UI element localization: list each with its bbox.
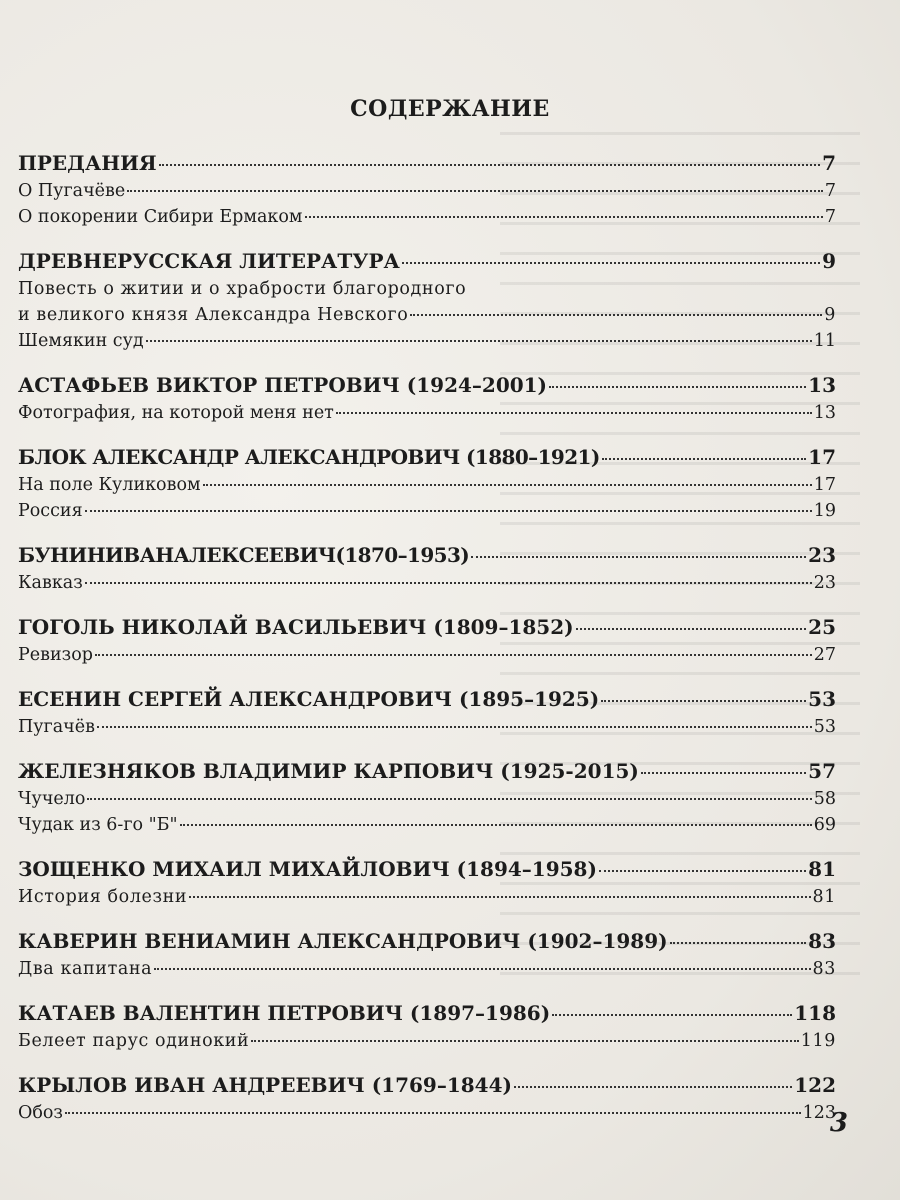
toc-item[interactable] (18, 884, 836, 910)
leader-dots (87, 797, 811, 800)
toc-heading-page: 17 (808, 445, 836, 469)
toc-item[interactable] (18, 1100, 836, 1126)
toc-heading-title: КРЫЛОВ ИВАН АНДРЕЕВИЧ (1769–1844) (18, 1073, 512, 1097)
toc-heading-title: ЕСЕНИН СЕРГЕЙ АЛЕКСАНДРОВИЧ (1895–1925) (18, 687, 600, 711)
leader-dots (305, 215, 823, 218)
toc-item-title: Фотография, на которой меня нет (18, 403, 334, 423)
toc-heading-title: ГОГОЛЬ НИКОЛАЙ ВАСИЛЬЕВИЧ (1809–1852) (18, 615, 574, 639)
toc-item-title: Ревизор (18, 645, 93, 665)
toc-section (18, 684, 836, 740)
leader-dots (602, 457, 806, 460)
toc-heading[interactable] (18, 684, 836, 714)
leader-dots (159, 163, 820, 166)
toc-item[interactable] (18, 472, 836, 498)
toc-heading-title: ПРЕДАНИЯ (18, 151, 157, 175)
toc-item-page: 13 (813, 403, 836, 423)
toc-heading[interactable] (18, 540, 836, 570)
toc-item-page: 81 (812, 887, 836, 907)
toc-heading-page: 23 (808, 543, 836, 567)
toc-heading[interactable] (18, 246, 836, 276)
leader-dots (203, 483, 812, 486)
toc-heading[interactable] (18, 756, 836, 786)
toc-item-title: История болезни (18, 887, 188, 907)
leader-dots (180, 823, 812, 826)
toc-heading-page: 7 (822, 151, 836, 175)
leader-dots (601, 699, 806, 702)
toc-section (18, 756, 836, 838)
toc-section (18, 370, 836, 426)
toc-item-title: Белеет парус одинокий (18, 1031, 250, 1051)
toc-heading-title: БЛОК АЛЕКСАНДР АЛЕКСАНДРОВИЧ (1880–1921) (18, 445, 600, 469)
leader-dots (97, 725, 812, 728)
toc-item[interactable] (18, 498, 836, 524)
toc-item[interactable] (18, 570, 836, 596)
toc-heading[interactable] (18, 370, 836, 400)
toc-item-title: Пугачёв (18, 717, 95, 737)
leader-dots (410, 313, 822, 316)
leader-dots (599, 869, 806, 872)
toc-item-title: Кавказ (18, 573, 83, 593)
toc-item-title: Чудак из 6-го "Б" (18, 815, 178, 835)
leader-dots (85, 509, 812, 512)
leader-dots (65, 1111, 801, 1114)
leader-dots (189, 895, 810, 898)
leader-dots (514, 1085, 792, 1088)
leader-dots (670, 941, 807, 944)
toc-item-title: На поле Куликовом (18, 475, 201, 495)
toc-item-page: 58 (813, 789, 836, 809)
toc-item[interactable] (18, 812, 836, 838)
toc-item-page: 83 (812, 959, 836, 979)
page-number: 3 (829, 1108, 848, 1138)
toc-item-page: 7 (824, 207, 836, 227)
toc-heading-page: 57 (808, 759, 836, 783)
toc-heading[interactable] (18, 442, 836, 472)
toc-item-page: 7 (824, 181, 836, 201)
leader-dots (402, 261, 820, 264)
toc-item[interactable] (18, 204, 836, 230)
toc-section (18, 998, 836, 1054)
toc-item-page: 69 (813, 815, 836, 835)
toc-item-page: 9 (824, 305, 836, 325)
toc-heading-page: 81 (808, 857, 836, 881)
toc-heading-page: 118 (794, 1001, 836, 1025)
toc-heading-page: 122 (794, 1073, 836, 1097)
toc-item[interactable] (18, 400, 836, 426)
toc-item-title: О Пугачёве (18, 181, 126, 201)
toc-item[interactable] (18, 178, 836, 204)
toc-item-page: 53 (813, 717, 836, 737)
toc-heading-title: КАТАЕВ ВАЛЕНТИН ПЕТРОВИЧ (1897–1986) (18, 1001, 551, 1025)
toc-item-page: 123 (802, 1103, 836, 1123)
toc-heading-title: ЖЕЛЕЗНЯКОВ ВЛАДИМИР КАРПОВИЧ (1925-2015) (18, 759, 639, 783)
leader-dots (641, 771, 806, 774)
toc-item-page: 23 (813, 573, 836, 593)
leader-dots (146, 339, 812, 342)
toc-item[interactable] (18, 956, 836, 982)
toc-heading-title: ЗОЩЕНКО МИХАИЛ МИХАЙЛОВИЧ (1894–1958) (18, 857, 597, 881)
toc-item-page: 119 (800, 1031, 836, 1051)
leader-dots (154, 967, 810, 970)
toc-item-title: Два капитана (18, 959, 153, 979)
toc-item-title: Обоз (18, 1103, 63, 1123)
toc-heading[interactable] (18, 148, 836, 178)
toc-section (18, 246, 836, 354)
toc-item-page: 17 (813, 475, 836, 495)
toc-heading-title: КАВЕРИН ВЕНИАМИН АЛЕКСАНДРОВИЧ (1902–1989) (18, 929, 668, 953)
toc-item[interactable] (18, 328, 836, 354)
leader-dots (576, 627, 807, 630)
leader-dots (552, 1013, 792, 1016)
toc-heading[interactable] (18, 998, 836, 1028)
toc-section (18, 442, 836, 524)
toc-section (18, 854, 836, 910)
leader-dots (95, 653, 812, 656)
toc-item-page: 27 (813, 645, 836, 665)
toc-item[interactable] (18, 1028, 836, 1054)
toc-item[interactable] (18, 302, 836, 328)
toc-heading-page: 13 (808, 373, 836, 397)
toc-section (18, 612, 836, 668)
toc-section (18, 1070, 836, 1126)
toc-heading-page: 83 (808, 929, 836, 953)
toc-section (18, 926, 836, 982)
toc-heading[interactable] (18, 1070, 836, 1100)
toc-item[interactable] (18, 642, 836, 668)
toc-item-title: и великого князя Александра Невского (18, 305, 409, 325)
toc-item-title: Чучело (18, 789, 86, 809)
toc-heading-page: 53 (808, 687, 836, 711)
toc-heading[interactable] (18, 854, 836, 884)
toc-heading[interactable] (18, 926, 836, 956)
toc-heading-page: 25 (808, 615, 836, 639)
toc-item-page: 19 (813, 501, 836, 521)
page-title: СОДЕРЖАНИЕ (350, 96, 550, 122)
toc-section (18, 540, 836, 596)
leader-dots (85, 581, 812, 584)
toc-heading-title: АСТАФЬЕВ ВИКТОР ПЕТРОВИЧ (1924–2001) (18, 373, 548, 397)
toc-item[interactable] (18, 786, 836, 812)
toc-heading-title: БУНИНИВАНАЛЕКСЕЕВИЧ(1870–1953) (18, 543, 470, 567)
leader-dots (127, 189, 823, 192)
toc-heading-title: ДРЕВНЕРУССКАЯ ЛИТЕРАТУРА (18, 249, 400, 273)
leader-dots (471, 555, 806, 558)
toc-heading-page: 9 (822, 249, 836, 273)
toc-item-title: Россия (18, 501, 83, 521)
toc-item[interactable] (18, 714, 836, 740)
toc-item-page: 11 (813, 331, 836, 351)
toc-item-title: О покорении Сибири Ермаком (18, 207, 303, 227)
toc-item-title: Шемякин суд (18, 331, 144, 351)
leader-dots (251, 1039, 799, 1042)
toc-section (18, 148, 836, 230)
toc-heading[interactable] (18, 612, 836, 642)
leader-dots (549, 385, 806, 388)
table-of-contents (18, 148, 836, 1142)
leader-dots (336, 411, 812, 414)
toc-item-line: Повесть о житии и о храбрости благородного (18, 279, 467, 299)
